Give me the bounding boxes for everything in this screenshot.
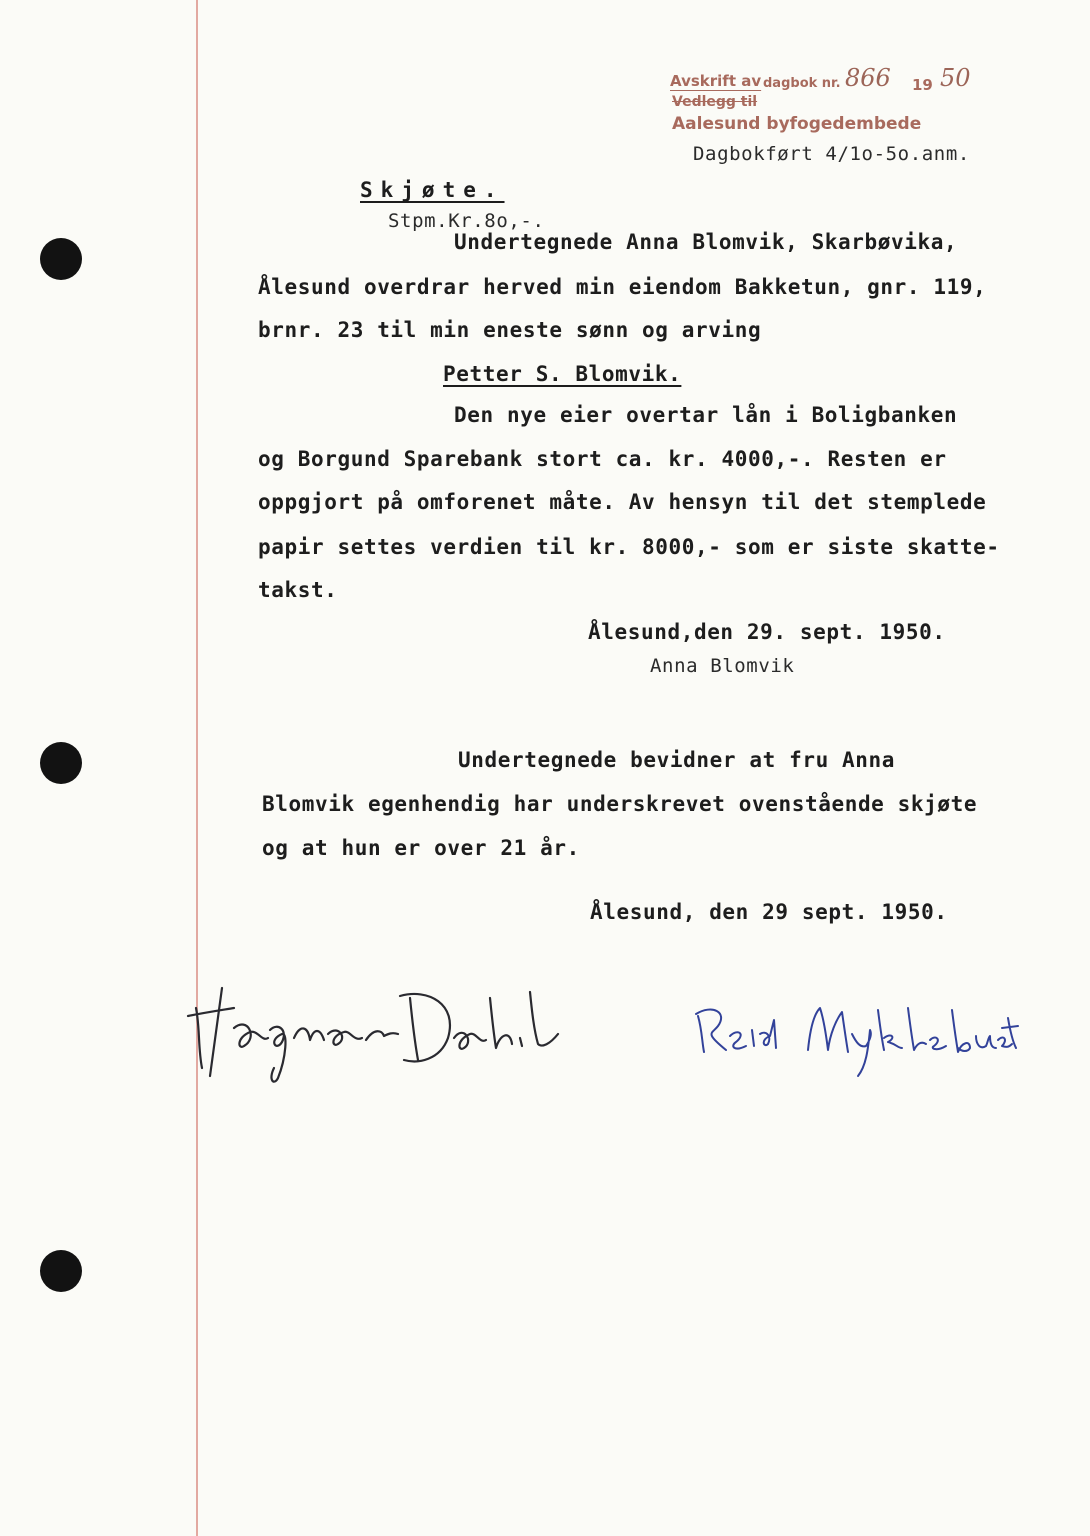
punch-hole-middle	[40, 742, 82, 784]
stamp-duty: Stpm.Kr.8o,-.	[388, 210, 545, 232]
body-line-1: Undertegnede Anna Blomvik, Skarbøvika,	[454, 230, 958, 254]
stamp-avskrift-label: Avskrift av	[670, 72, 762, 90]
heir-name: Petter S. Blomvik.	[443, 362, 682, 386]
body-line-6: og Borgund Sparebank stort ca. kr. 4000,-. Resten er	[258, 447, 947, 471]
witness-line-3: og at hun er over 21 år.	[262, 836, 580, 860]
dagbokfort-note: Dagbokført 4/1o-5o.anm.	[693, 143, 970, 165]
stamp-dagbok-number: 866	[845, 64, 891, 92]
body-line-5: Den nye eier overtar lån i Boligbanken	[454, 403, 958, 427]
margin-rule	[196, 0, 198, 1536]
body-line-9: takst.	[258, 578, 338, 602]
body-line-8: papir settes verdien til kr. 8000,- som er siste skatte-	[258, 535, 1000, 559]
body-line-3: brnr. 23 til min eneste sønn og arving	[258, 318, 762, 342]
document-title: Skjøte.	[360, 178, 505, 202]
witness-line-2: Blomvik egenhendig har underskrevet ovenstående skjøte	[262, 792, 978, 816]
stamp-vedlegg-label: Vedlegg til	[672, 94, 758, 110]
stamp-dagbok-label: dagbok nr.	[763, 76, 841, 91]
witness-date: Ålesund, den 29 sept. 1950.	[590, 900, 948, 924]
witness-signature-1	[178, 968, 568, 1088]
stamp-office-name: Aalesund byfogedembede	[672, 114, 922, 134]
signing-date: Ålesund,den 29. sept. 1950.	[588, 620, 946, 644]
signer-name: Anna Blomvik	[650, 655, 795, 677]
punch-hole-top	[40, 238, 82, 280]
stamp-year-prefix: 19	[912, 76, 933, 94]
witness-line-1: Undertegnede bevidner at fru Anna	[458, 748, 896, 772]
stamp-year-suffix: 50	[940, 64, 971, 92]
body-line-7: oppgjort på omforenet måte. Av hensyn til det stemplede	[258, 490, 987, 514]
punch-hole-bottom	[40, 1250, 82, 1292]
body-line-2: Ålesund overdrar herved min eiendom Bakketun, gnr. 119,	[258, 275, 987, 299]
witness-signature-2	[690, 990, 1020, 1080]
